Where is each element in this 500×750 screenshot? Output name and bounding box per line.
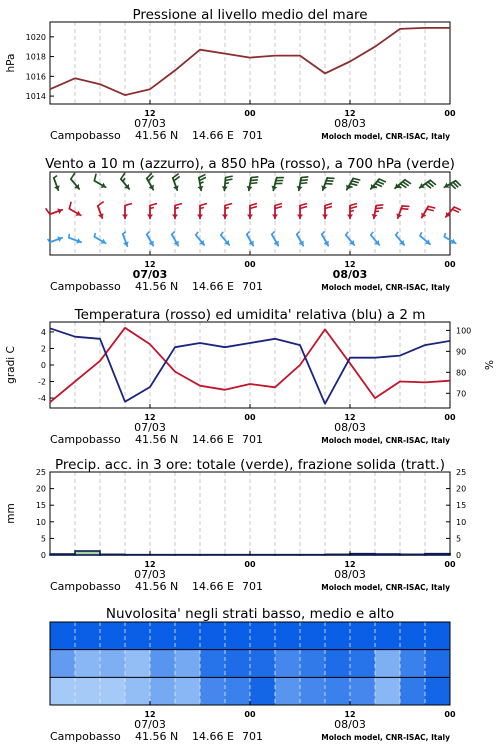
wind-barb [271,178,284,191]
cloud-cell [275,622,301,650]
station-lat: 41.56 N [135,730,179,743]
barb-feather [125,204,132,206]
barb-feather [94,233,95,237]
y-tick-label: 10 [35,517,46,527]
barb-feather [428,206,435,208]
y-tick-label: -4 [38,394,46,404]
barb-feather [225,179,232,180]
cloud-cell [325,677,351,705]
barb-feather [376,205,383,206]
wind-series-850-hPa [46,202,461,219]
precip-bar [75,551,100,555]
y-axis-label: hPa [5,53,17,73]
panel-title: Pressione al livello medio del mare [132,7,368,23]
cloud-cell [225,622,251,650]
y-tick-label: 0 [40,551,46,560]
wind-barb [322,204,332,219]
barb-feather [69,202,71,209]
barb-feather [272,232,275,235]
barb-feather [225,204,232,206]
wind-panel [45,156,461,293]
model-credit: Moloch model, CNR-ISAC, Italy [321,583,450,592]
x-tick-label: 00 [444,109,456,118]
wind-barb [122,204,132,219]
wind-barb [321,178,334,190]
barb-head [222,215,228,219]
wind-barb [197,204,207,219]
wind-barb [446,207,461,217]
y-tick-label: 1020 [25,32,46,42]
cloud-cell [150,650,176,678]
x-tick-label: 00 [444,260,456,269]
station-lon: 14.66 E [192,129,234,142]
barb-feather [327,178,334,179]
wind-barb [421,206,435,217]
cloud-cell [75,650,101,678]
barb-head [272,215,278,219]
y-tick-label: 0 [40,361,46,370]
barb-feather [98,202,104,206]
cloud-cell [350,622,376,650]
barb-feather [300,204,307,206]
wind-barb [297,177,309,191]
barb-head [322,215,328,219]
date-label: 08/03 [334,117,366,130]
cloud-cell [250,677,276,705]
y2-axis-label: % [484,360,496,370]
barb-head [372,214,378,218]
y2-tick-label: 100 [456,326,472,336]
date-label: 07/03 [134,117,166,130]
wind-barb [272,204,282,219]
barb-feather [225,208,229,209]
wind-barb [396,206,409,218]
barb-feather [250,207,257,209]
wind-barb [197,174,205,190]
precip-bar [325,554,350,555]
x-tick-label: 00 [244,710,256,719]
barb-head [347,215,353,219]
panel-title: Nuvolosita' negli strati basso, medio e alto [105,606,395,622]
date-label: 07/03 [134,718,166,731]
station-elev: 701 [242,129,263,142]
cloud-cell [50,622,76,650]
cloud-cell [425,677,451,705]
cloud-cell [200,677,226,705]
x-tick-label: 12 [344,260,356,269]
cloud-cell [50,650,76,678]
cloud-cell [125,622,151,650]
barb-feather [353,178,360,180]
x-tick-label: 12 [144,560,156,569]
barb-feather [147,232,150,235]
x-tick-label: 12 [344,109,356,118]
y2-tick-label: 80 [456,368,467,378]
barb-feather [226,176,233,177]
date-label: 08/03 [334,718,366,731]
barb-head [172,215,178,219]
cloud-cell [100,622,126,650]
x-tick-label: 00 [244,560,256,569]
x-tick-label: 12 [344,560,356,569]
barb-feather [454,207,461,210]
wind-barb [173,174,180,190]
x-tick-label: 00 [244,413,256,422]
barb-feather [199,177,206,180]
barb-head [147,215,153,219]
y2-tick-label: 70 [456,389,467,399]
cloud-cell [200,622,226,650]
barb-feather [300,183,307,184]
barb-feather [251,180,258,181]
barb-feather [325,184,332,185]
barb-feather [175,208,179,209]
precip-bar [400,554,425,555]
barb-feather [297,232,300,235]
barb-feather [375,184,382,187]
station-elev: 701 [242,730,263,743]
barb-feather [376,208,383,209]
barb-head [247,215,253,219]
barb-feather [326,181,333,182]
cloud-cell [150,622,176,650]
station-lon: 14.66 E [192,580,234,593]
precip-bar [425,554,450,555]
barb-feather [301,177,308,178]
cloud-cell [225,650,251,678]
y2-tick-label: 10 [456,517,467,527]
barb-feather [402,206,409,207]
station-name: Campobasso [50,580,121,593]
model-credit: Moloch model, CNR-ISAC, Italy [321,436,450,445]
barb-feather [71,173,75,179]
panel-title: Vento a 10 m (azzurro), a 850 hPa (rosso), a 700 hPa (verde) [45,156,455,172]
pressure-panel [5,7,456,142]
cloud-cell [350,650,376,678]
y-tick-label: 1014 [25,92,46,102]
cloud-cell [425,650,451,678]
barb-feather [250,204,257,206]
wind-barb [54,176,60,190]
station-elev: 701 [242,433,263,446]
station-elev: 701 [242,580,263,593]
cloud-cell [275,650,301,678]
barb-feather [379,179,386,182]
date-label: 07/03 [134,421,166,434]
cloud-cell [175,677,201,705]
barb-feather [175,204,182,206]
barb-feather [452,209,459,212]
wind-barb [98,202,104,218]
wind-barb [172,204,182,219]
station-name: Campobasso [50,730,121,743]
barb-feather [196,232,198,235]
temperature-panel [5,307,496,446]
y-axis-label: gradi C [5,346,17,384]
barb-head [197,215,203,219]
wind-barb [420,180,436,188]
cloud-cell [300,677,326,705]
barb-head [122,215,128,219]
station-lat: 41.56 N [135,129,179,142]
x-tick-label: 12 [344,413,356,422]
date-label: 08/03 [334,421,366,434]
barb-head [297,186,303,190]
wind-barb [371,179,386,189]
wind-barb [123,232,129,246]
cloud-cell [175,650,201,678]
date-label: 07/03 [134,568,166,581]
cloud-cell [125,677,151,705]
cloud-cell [50,677,76,705]
wind-barb [247,204,257,219]
wind-series-10-m [48,232,456,247]
station-lon: 14.66 E [192,433,234,446]
barb-feather [251,177,258,178]
y2-tick-label: 5 [456,534,462,544]
cloud-cell [400,650,426,678]
barb-feather [275,207,282,209]
barb-feather [54,176,57,178]
cloud-cell [300,650,326,678]
barb-head [247,186,253,190]
date-label: 08/03 [332,268,368,281]
barb-feather [225,183,229,184]
panel-title: Precip. acc. in 3 ore: totale (verde), frazione solida (tratt.) [55,457,445,473]
y2-tick-label: 25 [456,468,467,477]
y-tick-label: 4 [40,327,46,337]
model-credit: Moloch model, CNR-ISAC, Italy [321,132,450,141]
x-tick-label: 00 [444,710,456,719]
barb-feather [371,232,373,235]
wind-barb [346,178,360,189]
barb-feather [346,232,348,235]
cloud-cell [250,650,276,678]
cloud-cell [225,677,251,705]
wind-barb [222,204,232,219]
y-tick-label: 25 [35,468,46,477]
cloud-cell [375,622,401,650]
barb-feather [300,207,307,209]
cloud-cell [200,650,226,678]
y-tick-label: 1018 [25,52,46,62]
barb-feather [275,204,282,206]
y2-tick-label: 15 [456,501,467,511]
panel-frame [50,22,450,104]
wind-barb [444,181,460,189]
wind-barb [222,176,233,190]
date-label: 07/03 [132,268,168,281]
y-tick-label: 20 [35,484,46,494]
cloud-cell [325,650,351,678]
barb-feather [325,207,332,209]
cloud-cell [150,677,176,705]
x-tick-label: 00 [244,260,256,269]
barb-feather [350,211,354,212]
precipitation-panel [5,457,466,593]
x-tick-label: 12 [144,109,156,118]
barb-feather [150,204,157,206]
cloud-cell [350,677,376,705]
y-tick-label: 2 [40,344,46,354]
cloud-cell [75,622,101,650]
cloud-cell [325,622,351,650]
station-lat: 41.56 N [135,280,179,293]
model-credit: Moloch model, CNR-ISAC, Italy [321,283,450,292]
barb-feather [420,232,422,236]
cloud-cell [375,677,401,705]
station-name: Campobasso [50,129,121,142]
precip-bar [375,554,400,555]
barb-head [197,186,203,190]
x-tick-label: 12 [144,260,156,269]
x-tick-label: 00 [444,560,456,569]
wind-barb [395,180,411,188]
cloud-cell [100,677,126,705]
barb-feather [250,183,257,184]
barb-feather [350,184,357,186]
precip-bar [350,554,375,555]
wind-barb [297,204,307,219]
x-tick-label: 12 [144,710,156,719]
wind-barb [46,208,62,214]
x-tick-label: 00 [244,109,256,118]
barb-feather [247,232,250,235]
x-tick-label: 12 [144,413,156,422]
precip-bar [50,554,75,555]
barb-head [297,215,303,219]
wind-barb [372,205,384,219]
barb-feather [46,208,50,214]
y-axis-label: mm [5,503,17,524]
wind-barb [347,204,357,219]
x-tick-label: 00 [444,413,456,422]
barb-feather [401,209,408,210]
barb-feather [352,181,359,183]
station-lat: 41.56 N [135,580,179,593]
station-name: Campobasso [50,280,121,293]
barb-head [222,186,228,190]
cloud-cell [375,650,401,678]
wind-barb [247,177,259,191]
barb-feather [350,204,357,206]
station-lat: 41.56 N [135,433,179,446]
cloud-panel [50,606,456,743]
barb-feather [427,209,434,211]
cloud-cell [275,677,301,705]
y-tick-label: 5 [40,534,46,544]
barb-feather [200,204,207,206]
barb-feather [444,233,445,237]
barb-feather [123,232,126,234]
y-tick-label: 15 [35,501,46,511]
y2-tick-label: 0 [456,551,462,560]
barb-feather [94,174,96,181]
panel-title: Temperatura (rosso) ed umidita' relativa (blu) a 2 m [74,307,426,323]
y2-tick-label: 20 [456,484,467,494]
cloud-cell [100,650,126,678]
cloud-cell [400,622,426,650]
wind-barb [147,204,157,219]
cloud-cell [425,622,451,650]
cloud-cell [75,677,101,705]
barb-feather [322,232,325,235]
cloud-cell [250,622,276,650]
barb-feather [172,232,175,235]
station-lon: 14.66 E [192,280,234,293]
cloud-cell [300,622,326,650]
barb-feather [396,232,398,235]
cloud-cell [125,650,151,678]
barb-feather [200,208,204,209]
barb-feather [221,232,223,235]
station-elev: 701 [242,280,263,293]
y-tick-label: -2 [38,377,46,387]
y2-tick-label: 90 [456,347,467,357]
date-label: 08/03 [334,568,366,581]
cloud-cell [400,677,426,705]
barb-feather [377,181,384,184]
station-lon: 14.66 E [192,730,234,743]
barb-feather [350,207,357,209]
station-name: Campobasso [50,433,121,446]
y-tick-label: 1016 [25,72,46,82]
model-credit: Moloch model, CNR-ISAC, Italy [321,733,450,742]
barb-feather [349,186,353,187]
barb-feather [325,204,332,206]
x-tick-label: 12 [344,710,356,719]
precip-bar [100,554,125,555]
cloud-cell [175,622,201,650]
barb-feather [150,208,154,209]
barb-feather [301,180,308,181]
